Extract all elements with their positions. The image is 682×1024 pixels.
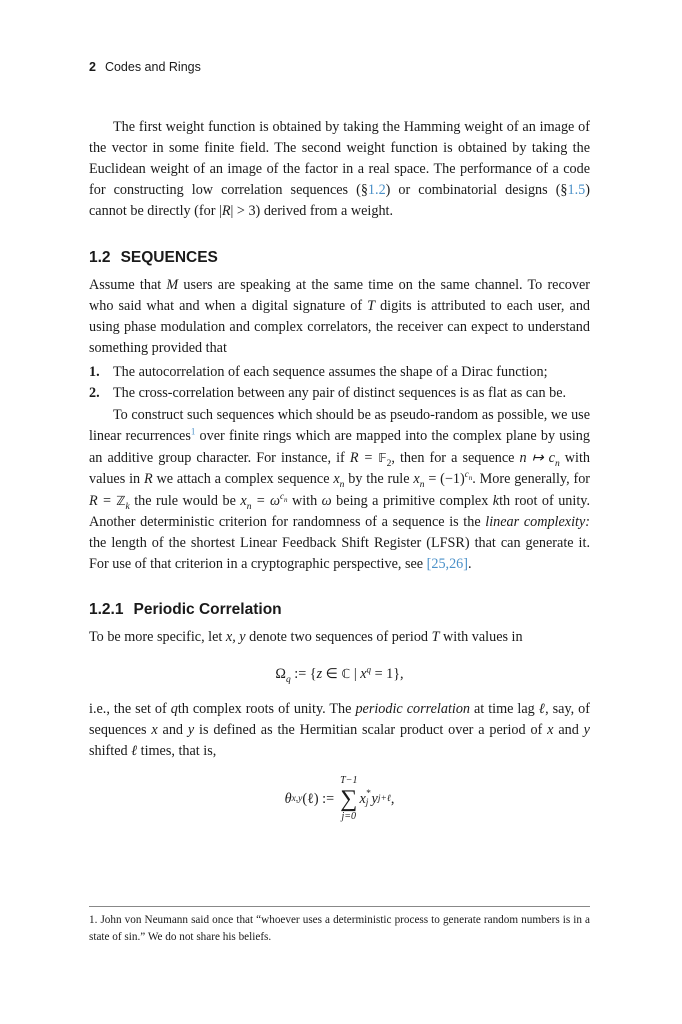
section-heading: 1.2 SEQUENCES [89,249,218,266]
footnote-rule [89,906,590,907]
condition-list [89,362,590,404]
citation-link[interactable]: [25,26] [426,556,468,572]
list-item: 2. The cross-correlation between any pair of distinct sequences is as flat as can be. [89,385,567,401]
summation-symbol: T−1 ∑ j=0 [340,775,358,822]
page-number: 2 [89,60,96,74]
footnote-marker[interactable]: 1 [190,426,196,437]
emphasis-periodic-correlation: periodic correlation [355,701,471,717]
periodic-paragraph: To be more specific, let x, y denote two sequences of period T with values in [89,629,523,645]
equation-periodic-correlation: θ x,y (ℓ) := T−1 ∑ j=0 x * j y j+ℓ , [284,775,395,822]
definition-paragraph: i.e., the set of qth complex roots of unity. The periodic correlation at time lag ℓ, say, of sequences x and y is defined as the Hermitian scalar product over a period of x and y shifted ℓ times, that is, [89,701,591,759]
footnote: 1. John von Neumann said once that “whoever uses a deterministic process to generate random numbers is in a state of sin.” We do not share his beliefs. [89,914,590,943]
page-body [89,60,590,823]
equation-omega-q: $\Omega_q$ := {z ∈ ℂ | $x^q = 1$}, [275,664,404,685]
chapter-title: Codes and Rings [104,60,201,74]
intro-paragraph: The first weight function is obtained by taking the Hamming weight of an image of the vector in some finite field. The second weight function is obtained by taking the Euclidean weight of an image of the factor in a real space. The performance of a code for constructing low correlation sequences (§1.2) or combinatorial designs (§1.5) cannot be directly (for |R| > 3) derived from a weight. [89,119,590,219]
subsection-heading: 1.2.1 Periodic Correlation [89,601,282,618]
section-ref-1-5[interactable]: 1.5 [567,182,586,198]
emphasis-linear-complexity: linear complexity: [485,514,590,530]
sequences-paragraph: Assume that M users are speaking at the same time on the same channel. To recover who said what and when a digital signature of T digits is attributed to each user, and using phase modulation and complex correlators, the receiver can expect to understand something provided that [89,277,591,356]
list-item: 1. The autocorrelation of each sequence assumes the shape of a Dirac function; [89,364,548,380]
section-ref-1-2[interactable]: 1.2 [367,182,386,198]
construction-paragraph: To construct such sequences which should be as pseudo-random as possible, we use linear recurrences$^1$ over finite rings which are mapped into the complex plane by using an additive group character. For instance, if R = 𝔽$_2$, then for a sequence n ↦ $c_n$ with values in R we attach a complex sequence $x_n$ by the rule $x_n = (-1)^{c_n}$. More generally, for R = ℤ$_k$ the rule would be $x_n = \omega^{c_n}$ with ω being a primitive complex kth root of unity. Another deterministic criterion for randomness of a sequence is the linear complexity: the length of the shortest Linear Feedback Shift Register (LFSR) that can generate it. For use of that criterion in a cryptographic perspective, see [25,26]. [89,407,591,572]
running-head [89,60,590,82]
